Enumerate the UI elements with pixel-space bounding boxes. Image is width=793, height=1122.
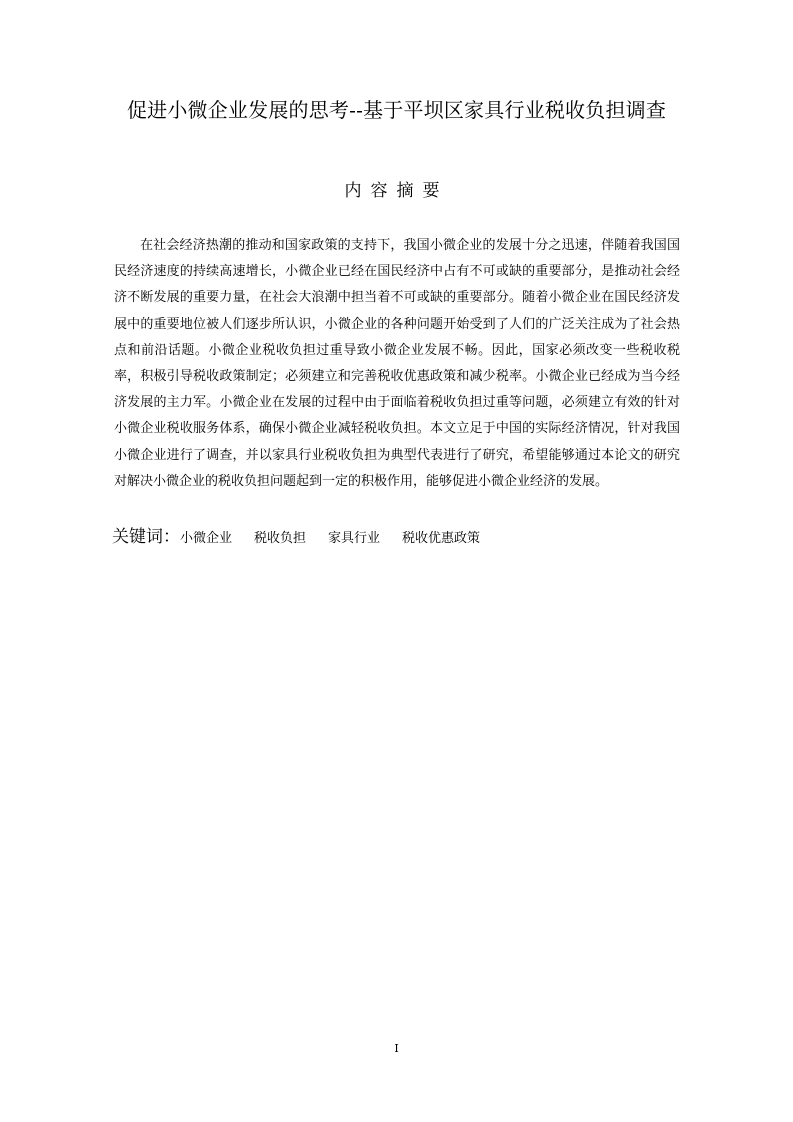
keyword: 家具行业 bbox=[328, 531, 381, 546]
keywords-label: 关键词： bbox=[112, 527, 180, 547]
document-title: 促进小微企业发展的思考--基于平坝区家具行业税收负担调查 bbox=[126, 98, 667, 122]
abstract-heading: 内容摘要 bbox=[344, 181, 449, 201]
keyword: 小微企业 bbox=[180, 531, 233, 546]
abstract-body: 在社会经济热潮的推动和国家政策的支持下，我国小微企业的发展十分之迅速，伴随着我国国民经济速度的持续高速增长，小微企业已经在国民经济中占有不可或缺的重要部分，是推动社会经济不断发展的重要力量，在社会大浪潮中担当着不可或缺的重要部分。随着小微企业在国民经济发展中的重要地位被人们逐步所认识，小微企业的各种问题开始受到了人们的广泛关注成为了社会热点和前沿话题。小微企业税收负担过重导致小微企业发展不畅。因此，国家必须改变一些税收税率，积极引导税收政策制定；必须建立和完善税收优惠政策和减少税率。小微企业已经成为当今经济发展的主力军。小微企业在发展的过程中由于面临着税收负担过重等问题，必须建立有效的针对小微企业税收服务体系，确保小微企业减轻税收负担。本文立足于中国的实际经济情况，针对我国小微企业进行了调查，并以家具行业税收负担为典型代表进行了研究，希望能够通过本论文的研究对解决小微企业的税收负担问题起到一定的积极作用，能够促进小微企业经济的发展。 bbox=[114, 238, 680, 489]
keyword: 税收负担 bbox=[254, 531, 307, 546]
keyword: 税收优惠政策 bbox=[402, 531, 481, 546]
keywords-line bbox=[112, 524, 712, 552]
page-number: I bbox=[394, 1042, 399, 1055]
